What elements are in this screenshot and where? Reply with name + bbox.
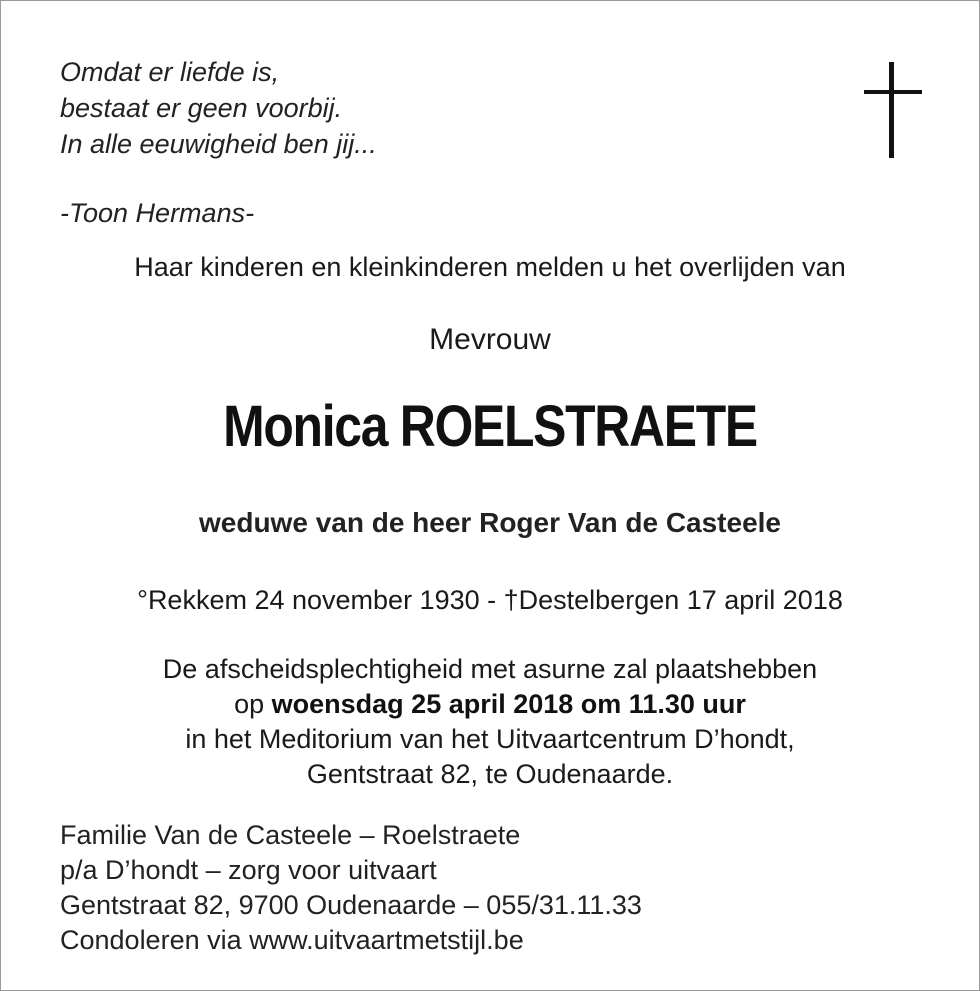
family-line: p/a D’hondt – zorg voor uitvaart — [60, 855, 437, 885]
widow-line: weduwe van de heer Roger Van de Casteele — [199, 507, 781, 538]
poem-line: In alle eeuwigheid ben jij... — [60, 129, 377, 159]
family-line: Condoleren via www.uitvaartmetstijl.be — [60, 925, 524, 955]
ceremony-line — [0, 687, 980, 722]
ceremony-prefix: op — [234, 689, 272, 719]
ceremony-datetime: woensdag 25 april 2018 om 11.30 uur — [271, 689, 746, 719]
family-line: Familie Van de Casteele – Roelstraete — [60, 820, 521, 850]
family-line: Gentstraat 82, 9700 Oudenaarde – 055/31.11.33 — [60, 890, 642, 920]
ceremony-line: De afscheidsplechtigheid met asurne zal plaatshebben — [162, 654, 818, 684]
poem — [60, 54, 377, 162]
cross-icon — [864, 62, 922, 158]
poem-author: -Toon Hermans- — [60, 198, 255, 228]
deceased-name: Monica ROELSTRAETE — [223, 394, 757, 459]
salutation: Mevrouw — [429, 323, 551, 356]
ceremony-line: in het Meditorium van het Uitvaartcentrum D’hondt, — [185, 724, 795, 754]
poem-line: bestaat er geen voorbij. — [60, 93, 343, 123]
ceremony-line: Gentstraat 82, te Oudenaarde. — [306, 759, 674, 789]
poem-line: Omdat er liefde is, — [60, 57, 280, 87]
ceremony-details — [0, 652, 980, 792]
family-contact — [60, 818, 642, 958]
announcement-text: Haar kinderen en kleinkinderen melden u het overlijden van — [134, 252, 846, 282]
birth-death-dates: °Rekkem 24 november 1930 - †Destelbergen 17 april 2018 — [137, 585, 843, 615]
